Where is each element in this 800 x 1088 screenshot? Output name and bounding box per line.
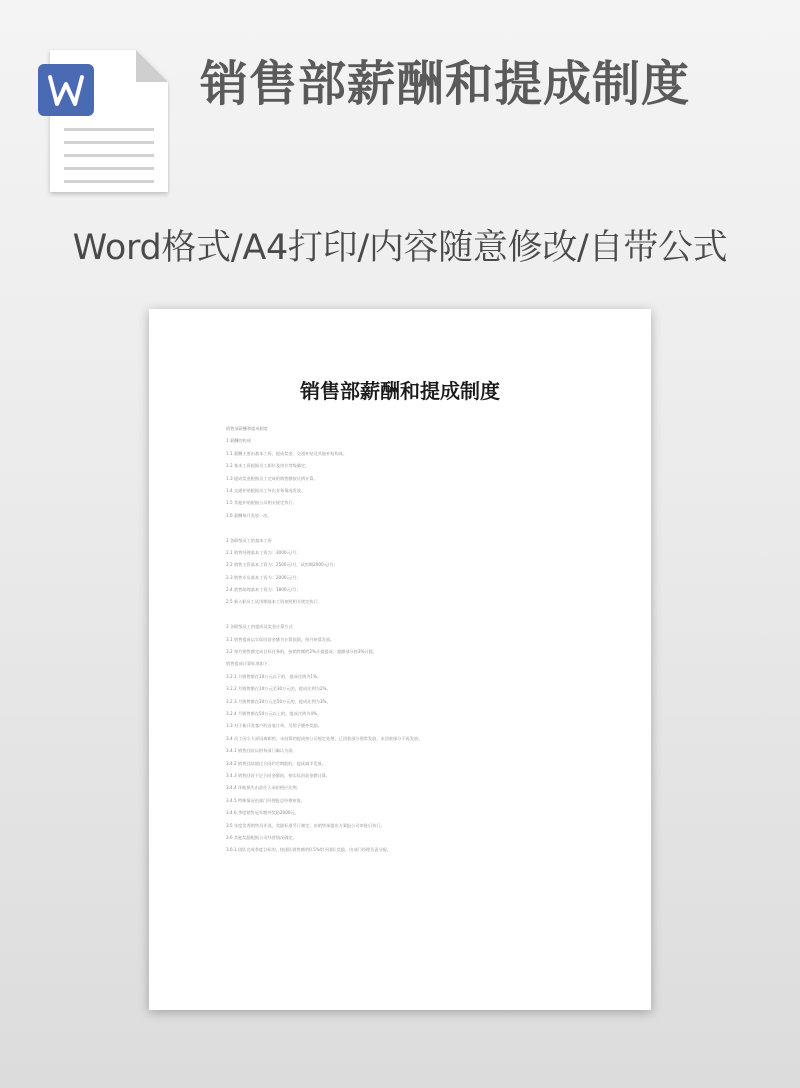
document-line: 3.6.1 团队完成季度目标的，按团队销售额的0.5%给予团队奖励，由部门经理负责分配。 <box>226 847 392 853</box>
document-line: 3.2.1 月销售额在10万元以下的，提成比例为1%。 <box>226 673 322 679</box>
document-line: 3.4.1 销售回款以财务部门确认为准。 <box>226 748 297 754</box>
document-line: 销售提成计算标准如下： <box>226 661 273 667</box>
paragraph-gap <box>226 609 574 621</box>
document-line: 3.3 对于新开发客户的首笔订单，另给予额外奖励。 <box>226 723 322 729</box>
document-line: 3.4.6 季度销售冠军额外奖励2000元。 <box>226 810 299 816</box>
document-line: 3.2.4 月销售额在50万元以上的，提成比例为4%。 <box>226 710 322 716</box>
document-title: 销售部薪酬和提成制度 <box>200 56 691 112</box>
word-file-icon <box>38 46 170 198</box>
document-line: 3.4 员工因个人原因离职的，未结算的提成按公司规定处理，已回款部分照常发放，未回款部分不再发放。 <box>226 735 423 741</box>
format-subtitle: Word格式/A4打印/内容随意修改/自带公式 <box>72 228 728 268</box>
document-line: 1.1 薪酬主要由基本工资、提成奖金、交通补贴及其他补贴构成。 <box>226 450 348 456</box>
page-title: 销售部薪酬和提成制度 <box>300 379 500 403</box>
document-line: 销售部薪酬和提成制度 <box>226 426 268 431</box>
document-line: 2.3 销售专员基本工资为：2000元/月； <box>226 574 301 580</box>
document-line: 3.5 年度优秀销售员评选，奖励标准另行制定，由销售部提出方案报公司审批后执行。 <box>226 822 385 828</box>
document-line: 3.4.2 销售回款超过合同约定期限的，提成减半发放。 <box>226 760 326 766</box>
document-line: 2 各职级员工的基本工资 <box>226 537 272 543</box>
paragraph-gap <box>226 522 574 534</box>
document-line: 1.4 交通补贴根据员工外出业务情况发放。 <box>226 487 306 493</box>
document-line: 2.1 销售经理基本工资为：3000元/月； <box>226 549 301 555</box>
document-page-preview <box>149 309 651 1010</box>
document-line: 2.2 销售主管基本工资为：2500元/月，试用期2000元/月； <box>226 562 338 568</box>
document-line: 1.6 薪酬每月发放一次。 <box>226 512 272 518</box>
document-line: 3.2 每月销售额完成目标任务的，按销售额的2%计提提成；超额部分按3%计提。 <box>226 649 378 655</box>
document-line: 3.2.2 月销售额在10万元至30万元的，提成比例为2%。 <box>226 686 331 692</box>
document-line: 1.2 基本工资根据员工职位及岗位等级确定。 <box>226 463 310 469</box>
document-line: 3.4.3 销售回款不足合同金额的，按实际回款金额计算。 <box>226 772 331 778</box>
document-line: 2.4 销售助理基本工资为：1800元/月； <box>226 587 301 593</box>
document-line: 3.6 其他奖励根据公司经营情况确定。 <box>226 834 297 840</box>
document-line: 3.4.5 特殊情况由部门经理报总经理审批。 <box>226 797 305 803</box>
document-line: 3.4.4 坏账损失由责任人承担相应比例。 <box>226 785 301 791</box>
document-line: 3.2.3 月销售额在30万元至50万元的，提成比例为3%。 <box>226 698 331 704</box>
document-line: 1.3 提成奖金根据员工完成的销售额按比例计算。 <box>226 475 318 481</box>
document-body <box>226 423 574 857</box>
document-line: 3 各职级员工的提成及奖金计算方式 <box>226 624 293 630</box>
document-line: 1 薪酬的构成 <box>226 438 251 444</box>
document-line: 1.5 其他补贴根据公司相关规定执行。 <box>226 500 297 506</box>
document-line: 3.1 销售提成以实际回款金额为计算依据，按月核算发放。 <box>226 636 335 642</box>
document-line: 2.5 新入职员工试用期基本工资按照相关规定执行。 <box>226 599 322 605</box>
